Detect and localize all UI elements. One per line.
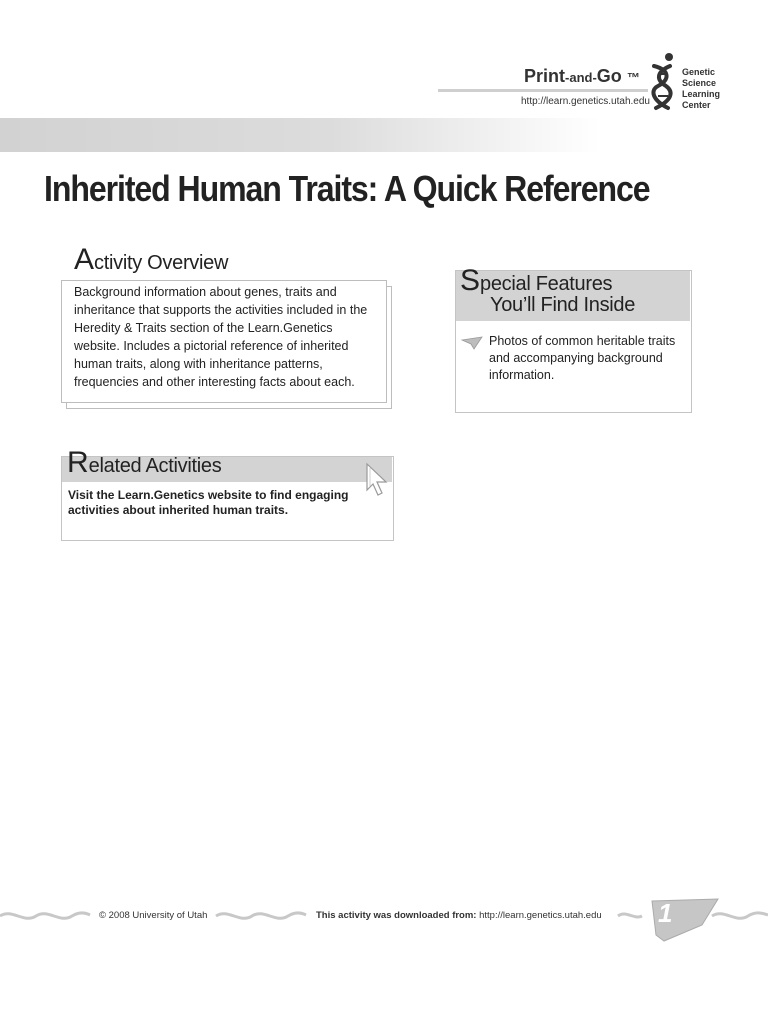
footer-download	[316, 910, 602, 921]
special-features-heading-line2: You’ll Find Inside	[490, 294, 636, 316]
page-number: 1	[658, 898, 673, 928]
related-activities-heading: Related Activities	[67, 446, 222, 479]
header-url: http://learn.genetics.utah.edu	[521, 96, 650, 107]
footer-copyright: © 2008 University of Utah	[99, 910, 208, 921]
page-title: Inherited Human Traits: A Quick Reference	[44, 168, 650, 209]
related-activities-text: Visit the Learn.Genetics website to find engaging activities about inherited human traits.	[68, 488, 349, 517]
org-line-2: Science	[682, 78, 717, 88]
special-features-item: Photos of common heritable traits and accompanying background information.	[489, 334, 676, 382]
print-and-go-brand: Print-and-Go ™	[524, 66, 640, 86]
activity-overview-text: Background information about genes, traits and inheritance that supports the activities included in the Heredity & Traits section of the Learn.Genetics website. Includes a pictorial reference of inherited human traits, along with inheritance patterns, frequencies and other interesting facts about each.	[74, 285, 368, 389]
header-rule	[438, 89, 648, 92]
header-gradient-band	[0, 118, 600, 152]
org-line-1: Genetic	[682, 67, 716, 77]
footer-download-label: This activity was downloaded from:	[316, 910, 477, 921]
org-name	[682, 67, 720, 111]
org-line-4: Center	[682, 100, 711, 110]
footer-download-url: http://learn.genetics.utah.edu	[479, 910, 602, 921]
org-line-3: Learning	[682, 89, 721, 99]
special-features-heading: Special Features	[460, 264, 613, 297]
dna-figure-icon	[648, 52, 678, 114]
activity-overview-heading: Activity Overview	[74, 243, 229, 276]
pointer-arrow-icon	[461, 336, 483, 350]
